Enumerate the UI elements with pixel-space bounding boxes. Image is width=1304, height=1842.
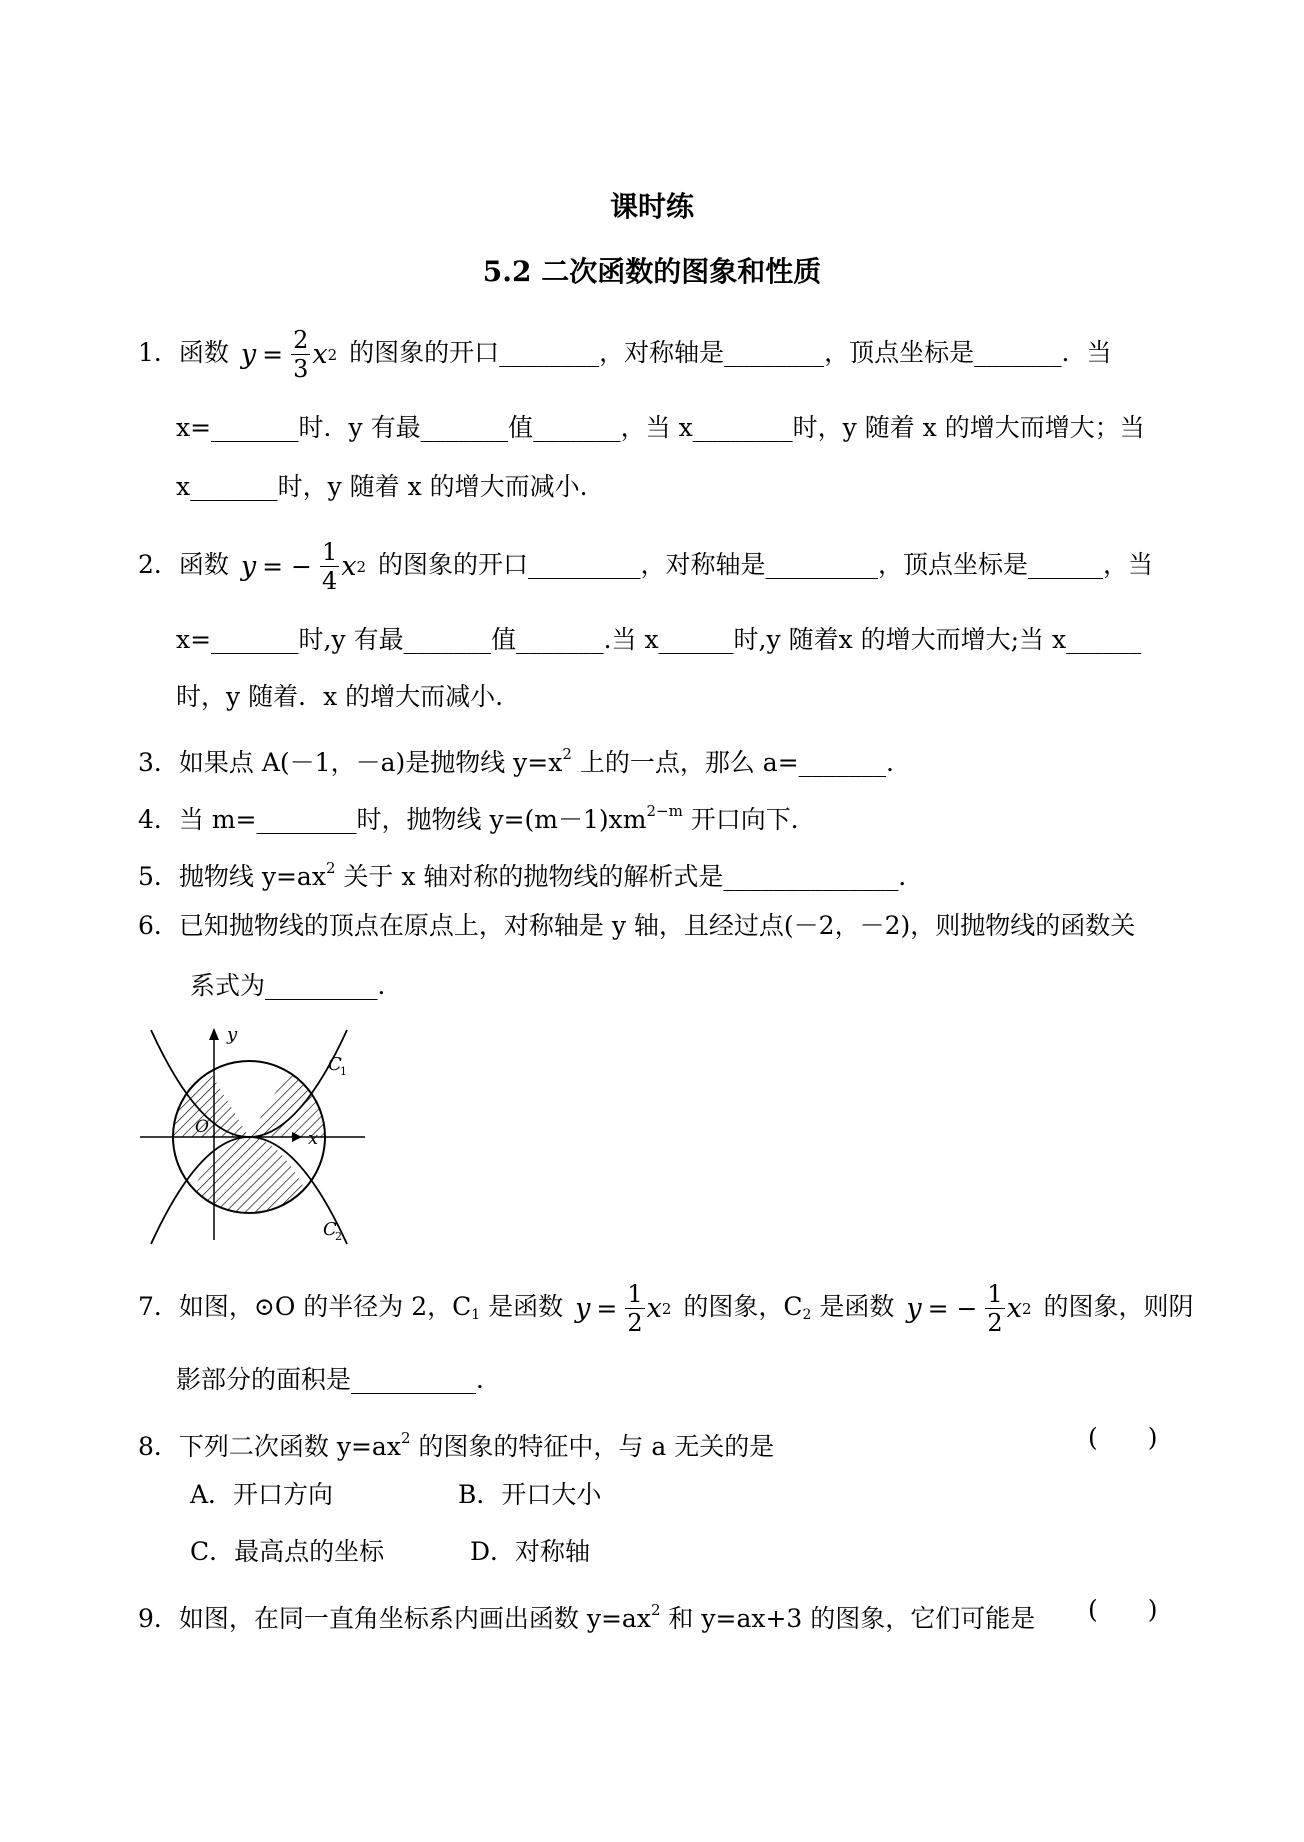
fraction-numerator: 2 bbox=[293, 326, 309, 354]
formula-x: x bbox=[646, 1292, 662, 1324]
formula-y: y bbox=[240, 338, 257, 370]
question-7-line-1 bbox=[138, 1280, 1194, 1337]
question-1-line-2: x=_______时．y 有最_______值_______，当 x________时，y 随着 x 的增大而增大；当 bbox=[176, 413, 1145, 442]
page-title: 课时练 bbox=[609, 190, 694, 223]
fraction-denominator: 2 bbox=[627, 1309, 643, 1337]
fraction-denominator: 2 bbox=[987, 1309, 1003, 1337]
formula-exponent: 2 bbox=[356, 557, 367, 576]
y-axis-label: y bbox=[227, 1024, 238, 1045]
question-8-option-b: B．开口大小 bbox=[458, 1480, 602, 1509]
question-1-text: 的图象的开口________，对称轴是________，顶点坐标是_______．当 bbox=[349, 338, 1112, 367]
question-8 bbox=[138, 1418, 1178, 1467]
question-1-formula bbox=[241, 326, 337, 383]
question-3-text-b: 上的一点，那么 a=_______． bbox=[571, 748, 912, 777]
fraction-denominator: 4 bbox=[321, 567, 338, 595]
formula-x: x bbox=[341, 550, 357, 582]
question-6-line-2: 系式为_________． bbox=[190, 971, 403, 1000]
question-1-line-3: x_______时，y 随着 x 的增大而减小. bbox=[176, 472, 588, 501]
question-4-text-a: 4．当 m=________时，抛物线 y=(m－1)xm bbox=[138, 805, 647, 834]
c2-subscript: 2 bbox=[802, 1307, 812, 1323]
question-7-text-e: 的图象，则阴 bbox=[1043, 1292, 1194, 1321]
section-title: 5.2 二次函数的图象和性质 bbox=[482, 255, 822, 288]
formula-fraction bbox=[985, 1280, 1004, 1337]
formula-y: y bbox=[906, 1292, 922, 1324]
formula-equals: = bbox=[262, 339, 284, 369]
figure-svg bbox=[140, 1020, 390, 1245]
question-9 bbox=[138, 1590, 1178, 1639]
formula-fraction bbox=[320, 538, 339, 595]
formula-fraction bbox=[625, 1280, 644, 1337]
question-7-text-a: 7．如图，⊙O 的半径为 2，C bbox=[138, 1292, 472, 1321]
question-1-prefix: 1．函数 bbox=[138, 338, 229, 367]
question-2-line-1 bbox=[138, 538, 1178, 595]
formula-y: y bbox=[575, 1292, 591, 1324]
formula-x: x bbox=[312, 338, 328, 370]
fraction-numerator: 1 bbox=[627, 1280, 643, 1308]
question-8-option-d: D．对称轴 bbox=[470, 1537, 591, 1566]
x-axis-label: x bbox=[308, 1128, 319, 1149]
formula-equals: = − bbox=[927, 1293, 978, 1323]
question-2-formula bbox=[241, 538, 366, 595]
question-7-formula-2 bbox=[906, 1280, 1031, 1337]
c1-label-sub: 1 bbox=[340, 1065, 347, 1078]
c2-label-sub: 2 bbox=[335, 1230, 342, 1243]
question-5-exponent: 2 bbox=[325, 859, 336, 877]
question-7-line-2: 影部分的面积是__________． bbox=[176, 1365, 502, 1394]
question-9-text-a: 9．如图，在同一直角坐标系内画出函数 y=ax bbox=[138, 1604, 651, 1633]
question-8-option-c: C．最高点的坐标 bbox=[190, 1537, 385, 1566]
c2-label: C bbox=[323, 1219, 337, 1240]
question-3 bbox=[138, 734, 1178, 783]
question-2-line-3: 时，y 随着．x 的增大而减小. bbox=[176, 682, 504, 711]
question-9-exponent: 2 bbox=[650, 1601, 661, 1619]
question-2-prefix: 2．函数 bbox=[138, 550, 229, 579]
question-7-text-b: 是函数 bbox=[480, 1292, 564, 1321]
c1-subscript: 1 bbox=[471, 1307, 481, 1323]
question-7-formula-1 bbox=[575, 1280, 671, 1337]
question-7-text-d: 是函数 bbox=[811, 1292, 895, 1321]
formula-x: x bbox=[1006, 1292, 1022, 1324]
question-8-exponent: 2 bbox=[400, 1429, 411, 1447]
formula-equals: = − bbox=[262, 551, 312, 581]
circle-parabola-figure bbox=[140, 1020, 390, 1249]
question-5-text-b: 关于 x 轴对称的抛物线的解析式是______________． bbox=[335, 862, 924, 891]
question-9-text-b: 和 y=ax+3 的图象，它们可能是 bbox=[660, 1604, 1036, 1633]
formula-exponent: 2 bbox=[327, 345, 338, 364]
shaded-region-upper-right bbox=[249, 1020, 390, 1137]
fraction-denominator: 3 bbox=[293, 355, 309, 383]
question-8-answer-paren: ( ) bbox=[1088, 1423, 1158, 1452]
origin-label: O bbox=[195, 1117, 209, 1137]
question-8-text-b: 的图象的特征中，与 a 无关的是 bbox=[410, 1432, 775, 1461]
question-4-text-b: 开口向下． bbox=[682, 805, 816, 834]
formula-fraction bbox=[291, 326, 310, 383]
y-axis-arrow bbox=[209, 1028, 219, 1040]
question-1-line-1 bbox=[138, 326, 1178, 383]
question-4-exponent: 2−m bbox=[646, 802, 683, 820]
question-4 bbox=[138, 791, 1178, 840]
question-3-text-a: 3．如果点 A(－1，－a)是抛物线 y=x bbox=[138, 748, 563, 777]
formula-y: y bbox=[240, 550, 257, 582]
c1-label: C bbox=[328, 1054, 342, 1075]
question-7-text-c: 的图象，C bbox=[683, 1292, 803, 1321]
formula-exponent: 2 bbox=[1021, 1299, 1032, 1318]
question-5-text-a: 5．抛物线 y=ax bbox=[138, 862, 326, 891]
question-2-line-2: x=_______时,y 有最_______值_______.当 x______时,y 随着x 的增大而增大;当 x______ bbox=[176, 625, 1142, 654]
question-9-answer-paren: ( ) bbox=[1088, 1595, 1158, 1624]
question-6-line-1: 6．已知抛物线的顶点在原点上，对称轴是 y 轴，且经过点(－2，－2)，则抛物线的函数关 bbox=[138, 911, 1136, 940]
fraction-numerator: 1 bbox=[987, 1280, 1003, 1308]
formula-exponent: 2 bbox=[661, 1299, 672, 1318]
question-5 bbox=[138, 848, 1178, 897]
fraction-numerator: 1 bbox=[321, 538, 338, 566]
question-8-option-a: A．开口方向 bbox=[190, 1480, 334, 1509]
question-2-text: 的图象的开口_________，对称轴是_________，顶点坐标是______，当 bbox=[377, 550, 1153, 579]
question-3-exponent: 2 bbox=[562, 745, 572, 763]
formula-equals: = bbox=[596, 1293, 618, 1323]
question-8-text-a: 8．下列二次函数 y=ax bbox=[138, 1432, 401, 1461]
